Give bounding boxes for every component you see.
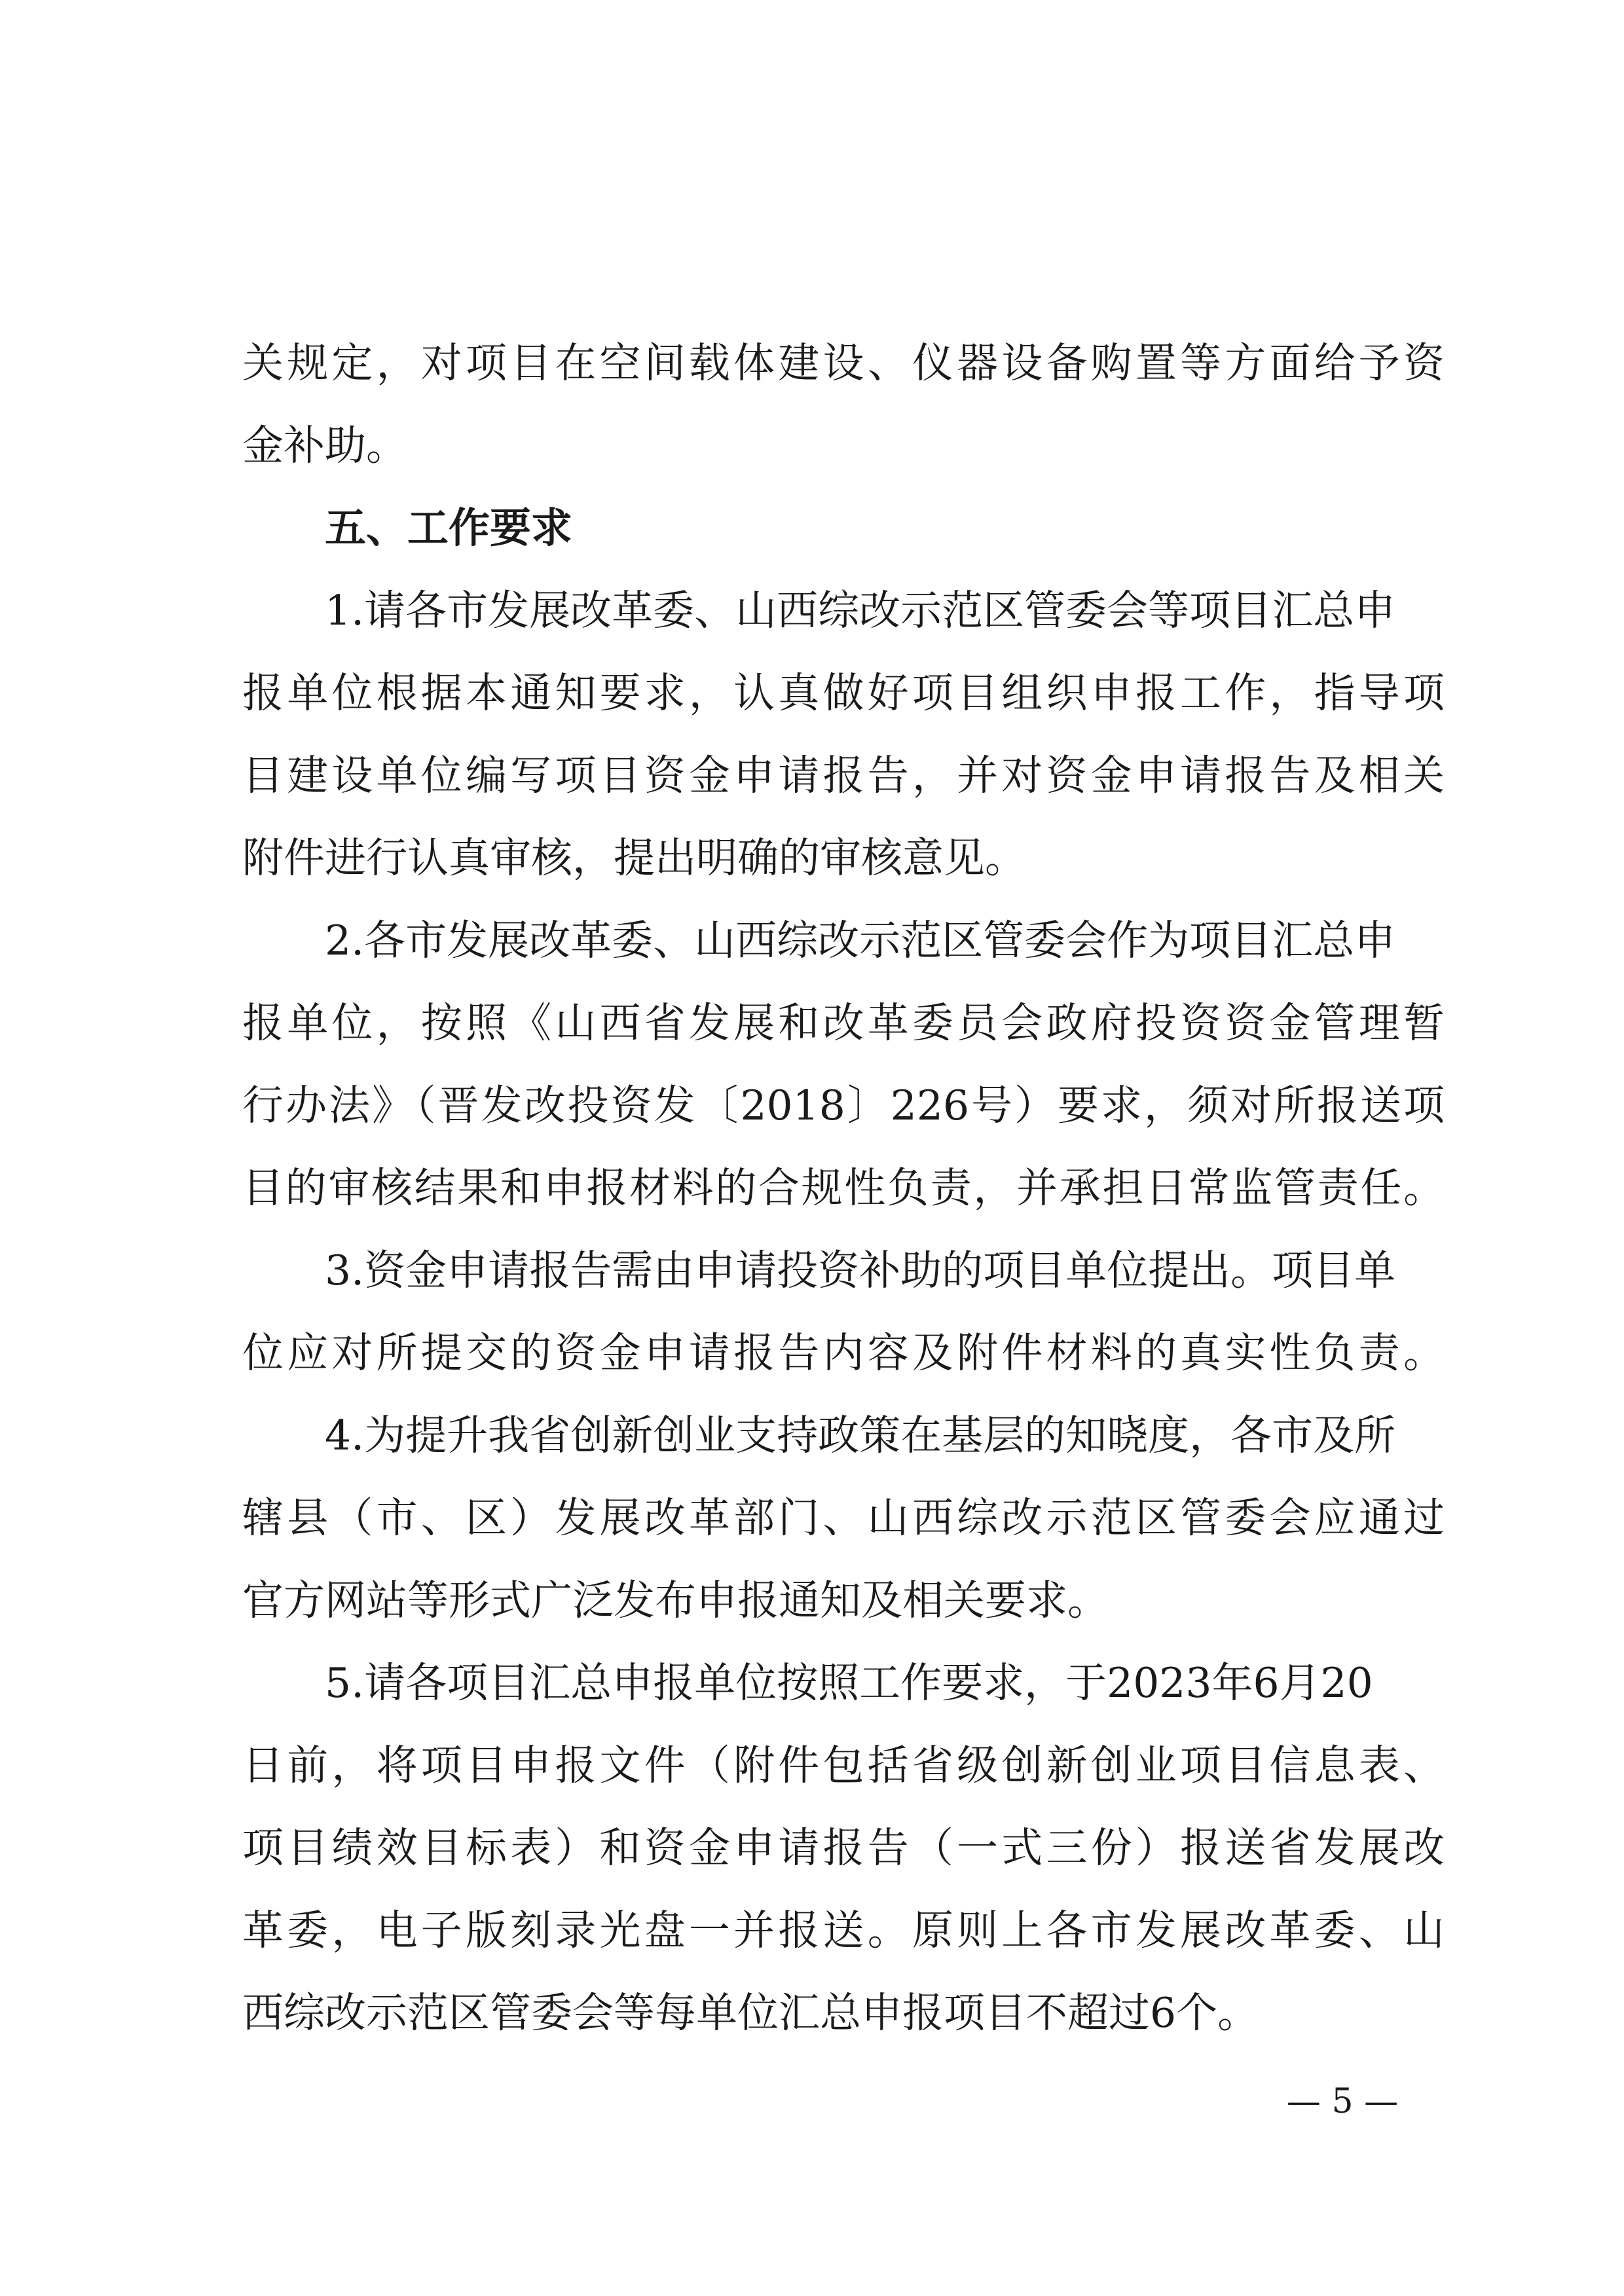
- paragraph-line: 3.资金申请报告需由申请投资补助的项目单位提出。项目单: [325, 1247, 1396, 1294]
- page-number: — 5 —: [1286, 2082, 1399, 2121]
- paragraph-line: 报单位根据本通知要求，认真做好项目组织申报工作，指导项: [242, 669, 1445, 717]
- paragraph-line: 革委，电子版刻录光盘一并报送。原则上各市发展改革委、山: [242, 1906, 1445, 1954]
- paragraph-line: 官方网站等形式广泛发布申报通知及相关要求。: [242, 1576, 1109, 1624]
- paragraph-line: 位应对所提交的资金申请报告内容及附件材料的真实性负责。: [242, 1329, 1445, 1377]
- paragraph-line: 金补助。: [242, 422, 407, 469]
- paragraph-line: 目建设单位编写项目资金申请报告，并对资金申请报告及相关: [242, 752, 1445, 799]
- paragraph-line: 西综改示范区管委会等每单位汇总申报项目不超过6个。: [242, 1989, 1259, 2037]
- section-heading: 五、工作要求: [325, 504, 572, 552]
- paragraph-line: 关规定，对项目在空间载体建设、仪器设备购置等方面给予资: [242, 339, 1445, 387]
- paragraph-line: 1.请各市发展改革委、山西综改示范区管委会等项目汇总申: [325, 587, 1396, 634]
- paragraph-line: 项目绩效目标表）和资金申请报告（一式三份）报送省发展改: [242, 1824, 1445, 1872]
- paragraph-line: 2.各市发展改革委、山西综改示范区管委会作为项目汇总申: [325, 917, 1396, 964]
- paragraph-line: 附件进行认真审核，提出明确的审核意见。: [242, 834, 1026, 882]
- body-text: [242, 322, 1445, 2054]
- paragraph-line: 5.请各项目汇总申报单位按照工作要求，于2023年6月20: [325, 1659, 1373, 1707]
- paragraph-line: 辖县（市、区）发展改革部门、山西综改示范区管委会应通过: [242, 1494, 1445, 1542]
- paragraph-line: 日前，将项目申报文件（附件包括省级创新创业项目信息表、: [242, 1741, 1445, 1789]
- paragraph-line: 报单位，按照《山西省发展和改革委员会政府投资资金管理暂: [242, 999, 1445, 1047]
- paragraph-line: 目的审核结果和申报材料的合规性负责，并承担日常监管责任。: [242, 1164, 1445, 1212]
- paragraph-line: 行办法》（晋发改投资发〔2018〕226号）要求，须对所报送项: [242, 1082, 1445, 1129]
- paragraph-line: 4.为提升我省创新创业支持政策在基层的知晓度，各市及所: [325, 1412, 1396, 1459]
